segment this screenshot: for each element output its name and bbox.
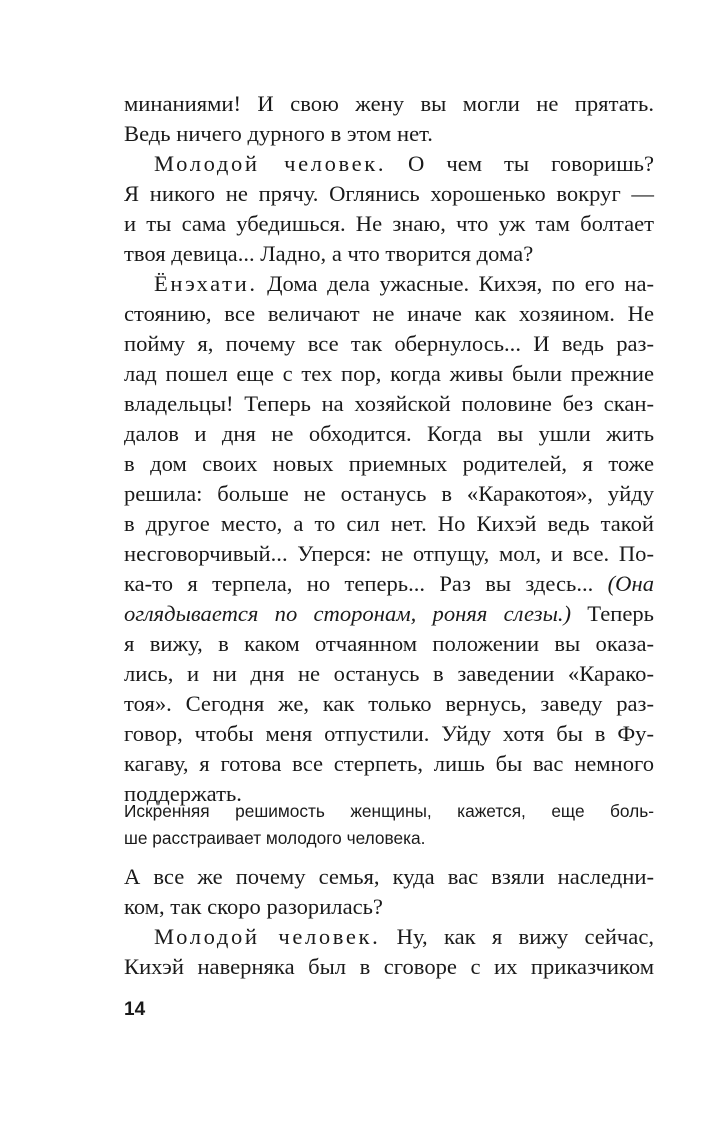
dialogue-yonehati — [124, 269, 654, 809]
dialogue-young-man-1 — [124, 149, 654, 269]
stage-line: Искренняя решимость женщины, кажется, еще боль- — [124, 801, 654, 821]
text-line: далов и дня не обходится. Когда вы ушли жить — [124, 421, 654, 446]
text-line: лад пошел еще с тех пор, когда живы были прежние — [124, 361, 654, 386]
speech-text: Дома дела ужасные. Кихэя, по его на- — [257, 271, 654, 296]
speech-text: ка-то я терпела, но теперь... Раз вы здесь... — [124, 571, 608, 596]
text-line: поддержать. — [124, 781, 242, 806]
text-line: Я никого не прячу. Оглянись хорошенько вокруг — — [124, 181, 654, 206]
text-line: ком, так скоро разорилась? — [124, 894, 383, 919]
stage-line: ше расстраивает молодого человека. — [124, 828, 426, 848]
text-line — [124, 922, 654, 952]
stage-direction — [124, 798, 654, 852]
paragraph-question — [124, 862, 654, 922]
text-line: тоя». Сегодня же, как только вернусь, заведу раз- — [124, 691, 654, 716]
page-number: 14 — [124, 999, 146, 1020]
text-line: решила: больше не останусь в «Каракотоя», уйду — [124, 481, 654, 506]
text-line: Кихэй наверняка был в сговоре с их приказчиком — [124, 954, 654, 979]
text-line — [124, 149, 654, 179]
text-line — [124, 599, 654, 629]
text-line: минаниями! И свою жену вы могли не прятать. — [124, 91, 654, 116]
speech-text: О чем ты говоришь? — [386, 151, 654, 176]
inline-stage-direction: (Она — [607, 571, 654, 596]
text-line: я вижу, в каком отчаянном положении вы оказа- — [124, 631, 654, 656]
speech-text: Теперь — [571, 601, 654, 626]
dialogue-young-man-2 — [124, 922, 654, 982]
text-line: твоя девица... Ладно, а что творится дома? — [124, 241, 534, 266]
inline-stage-direction: оглядывается по сторонам, роняя слезы.) — [124, 601, 572, 626]
text-line: стоянию, все величают не иначе как хозяином. Не — [124, 301, 654, 326]
text-line: в дом своих новых приемных родителей, я тоже — [124, 451, 654, 476]
text-line: в другое место, а то сил нет. Но Кихэй ведь такой — [124, 511, 654, 536]
text-line: владельцы! Теперь на хозяйской половине без скан- — [124, 391, 654, 416]
text-line: Ведь ничего дурного в этом нет. — [124, 121, 433, 146]
text-line: говор, чтобы меня отпустили. Уйду хотя бы в Фу- — [124, 721, 654, 746]
speaker-name: Молодой человек. — [154, 924, 381, 949]
paragraph-continuation — [124, 89, 654, 149]
speaker-name: Ёнэхати. — [154, 271, 258, 296]
text-line — [124, 569, 654, 599]
text-line — [124, 269, 654, 299]
text-line: кагаву, я готова все стерпеть, лишь бы вас немного — [124, 751, 654, 776]
speaker-name: Молодой человек. — [154, 151, 387, 176]
text-line: лись, и ни дня не останусь в заведении «Карако- — [124, 661, 654, 686]
text-line: несговорчивый... Уперся: не отпущу, мол, и все. По- — [124, 541, 654, 566]
text-line: и ты сама убедишься. Не знаю, что уж там болтает — [124, 211, 654, 236]
text-line: пойму я, почему все так обернулось... И ведь раз- — [124, 331, 654, 356]
speech-text: Ну, как я вижу сейчас, — [380, 924, 654, 949]
text-line: А все же почему семья, куда вас взяли наследни- — [124, 864, 654, 889]
